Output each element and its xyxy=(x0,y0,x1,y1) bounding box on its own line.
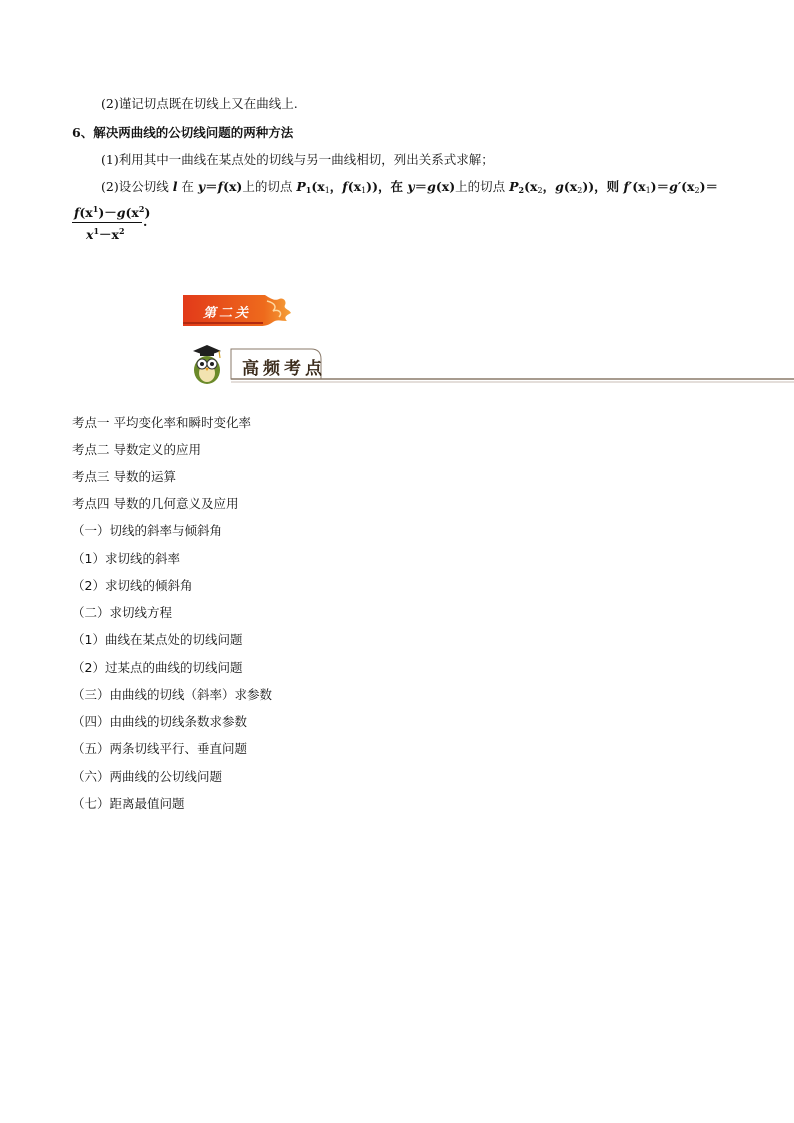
m2-part: (x) xyxy=(223,179,243,194)
m2-part: 上的切点 xyxy=(242,179,297,194)
topic-item: （2）过某点的曲线的切线问题 xyxy=(72,660,243,675)
m2-var: y xyxy=(407,179,415,194)
topic-item: （六）两曲线的公切线问题 xyxy=(72,769,223,784)
m2-var: f xyxy=(217,179,224,194)
pass-banner xyxy=(183,295,293,326)
fraction-numerator xyxy=(72,203,152,221)
frac-var: g xyxy=(116,205,126,220)
section-title-banner xyxy=(191,343,794,389)
frac-part: (x xyxy=(79,205,93,220)
m2-part: (x xyxy=(563,179,578,194)
m2-part: ， xyxy=(329,179,343,194)
frac-var: x xyxy=(86,227,94,242)
m2-part: ＝ xyxy=(414,179,428,194)
method-1-text: (1)利用其中一曲线在某点处的切线与另一曲线相切，列出关系式求解； xyxy=(101,152,494,167)
topic-item: （三）由曲线的切线（斜率）求参数 xyxy=(72,687,273,702)
topic-item: （四）由曲线的切线条数求参数 xyxy=(72,714,248,729)
frac-var: f xyxy=(74,205,80,220)
m2-sub: 1 xyxy=(645,186,651,195)
fraction-expression xyxy=(72,203,152,243)
m2-var: P xyxy=(296,179,306,194)
m2-part: (x xyxy=(311,179,325,194)
frac-sup: 2 xyxy=(138,204,145,214)
m2-var: f′ xyxy=(623,179,633,194)
m2-var: g′ xyxy=(669,179,682,194)
fraction-period: . xyxy=(143,214,148,229)
m2-var-l: l xyxy=(172,179,178,194)
m2-sub: 2 xyxy=(577,186,583,195)
m2-part: (x xyxy=(524,179,538,194)
m2-part: ＝ xyxy=(205,179,218,194)
m2-var: P xyxy=(509,179,519,194)
m2-part: ))，在 xyxy=(366,179,408,194)
m2-sub: 1 xyxy=(305,185,312,195)
m2-sub: 2 xyxy=(537,186,543,195)
m2-sub: 2 xyxy=(518,185,525,195)
m2-sub: 1 xyxy=(324,186,330,195)
topic-item: （1）曲线在某点处的切线问题 xyxy=(72,632,243,647)
topic-item: 考点三 导数的运算 xyxy=(72,469,176,484)
fraction-bar xyxy=(72,222,142,223)
m2-part: ， xyxy=(542,179,556,194)
m2-var: y xyxy=(197,179,206,194)
m2-part: (2)设公切线 xyxy=(101,179,173,194)
frac-sup: 1 xyxy=(93,226,100,236)
method-2-text xyxy=(101,177,718,195)
m2-sub: 1 xyxy=(361,186,367,195)
m2-sub: 2 xyxy=(694,186,700,195)
topic-item: （一）切线的斜率与倾斜角 xyxy=(72,523,223,538)
pass-label: 第二关 xyxy=(203,306,252,321)
topic-item: 考点二 导数定义的应用 xyxy=(72,442,201,457)
m2-part: )＝ xyxy=(650,179,670,194)
m2-part: 上的切点 xyxy=(455,179,510,194)
topic-item: （2）求切线的倾斜角 xyxy=(72,578,193,593)
frac-part: (x xyxy=(125,205,139,220)
frac-part: )－ xyxy=(98,205,117,220)
topic-item: （1）求切线的斜率 xyxy=(72,551,180,566)
m2-part: (x) xyxy=(435,179,456,194)
frac-sup: 1 xyxy=(92,204,99,214)
topic-item: （七）距离最值问题 xyxy=(72,796,185,811)
intro-item-2: (2)谨记切点既在切线上又在曲线上. xyxy=(101,96,298,111)
m2-part: ))，则 xyxy=(582,179,624,194)
topic-item: （五）两条切线平行、垂直问题 xyxy=(72,741,248,756)
m2-part: 在 xyxy=(177,179,198,194)
m2-part: (x xyxy=(681,179,695,194)
topic-item: 考点一 平均变化率和瞬时变化率 xyxy=(72,415,251,430)
m2-part: (x xyxy=(632,179,646,194)
m2-part: )＝ xyxy=(699,179,719,194)
frac-part: ) xyxy=(144,205,151,220)
m2-var: g xyxy=(427,179,436,194)
frac-part: －x xyxy=(99,227,119,242)
m2-var: f xyxy=(342,179,348,194)
topic-item: 考点四 导数的几何意义及应用 xyxy=(72,496,239,511)
section-title: 高频考点 xyxy=(242,359,326,379)
m2-part: (x xyxy=(347,179,362,194)
frac-sup: 2 xyxy=(118,226,125,236)
section-6-heading: 6、解决两曲线的公切线问题的两种方法 xyxy=(72,125,294,140)
topic-item: （二）求切线方程 xyxy=(72,605,173,620)
m2-var: g xyxy=(555,179,564,194)
fraction-denominator xyxy=(72,225,152,243)
